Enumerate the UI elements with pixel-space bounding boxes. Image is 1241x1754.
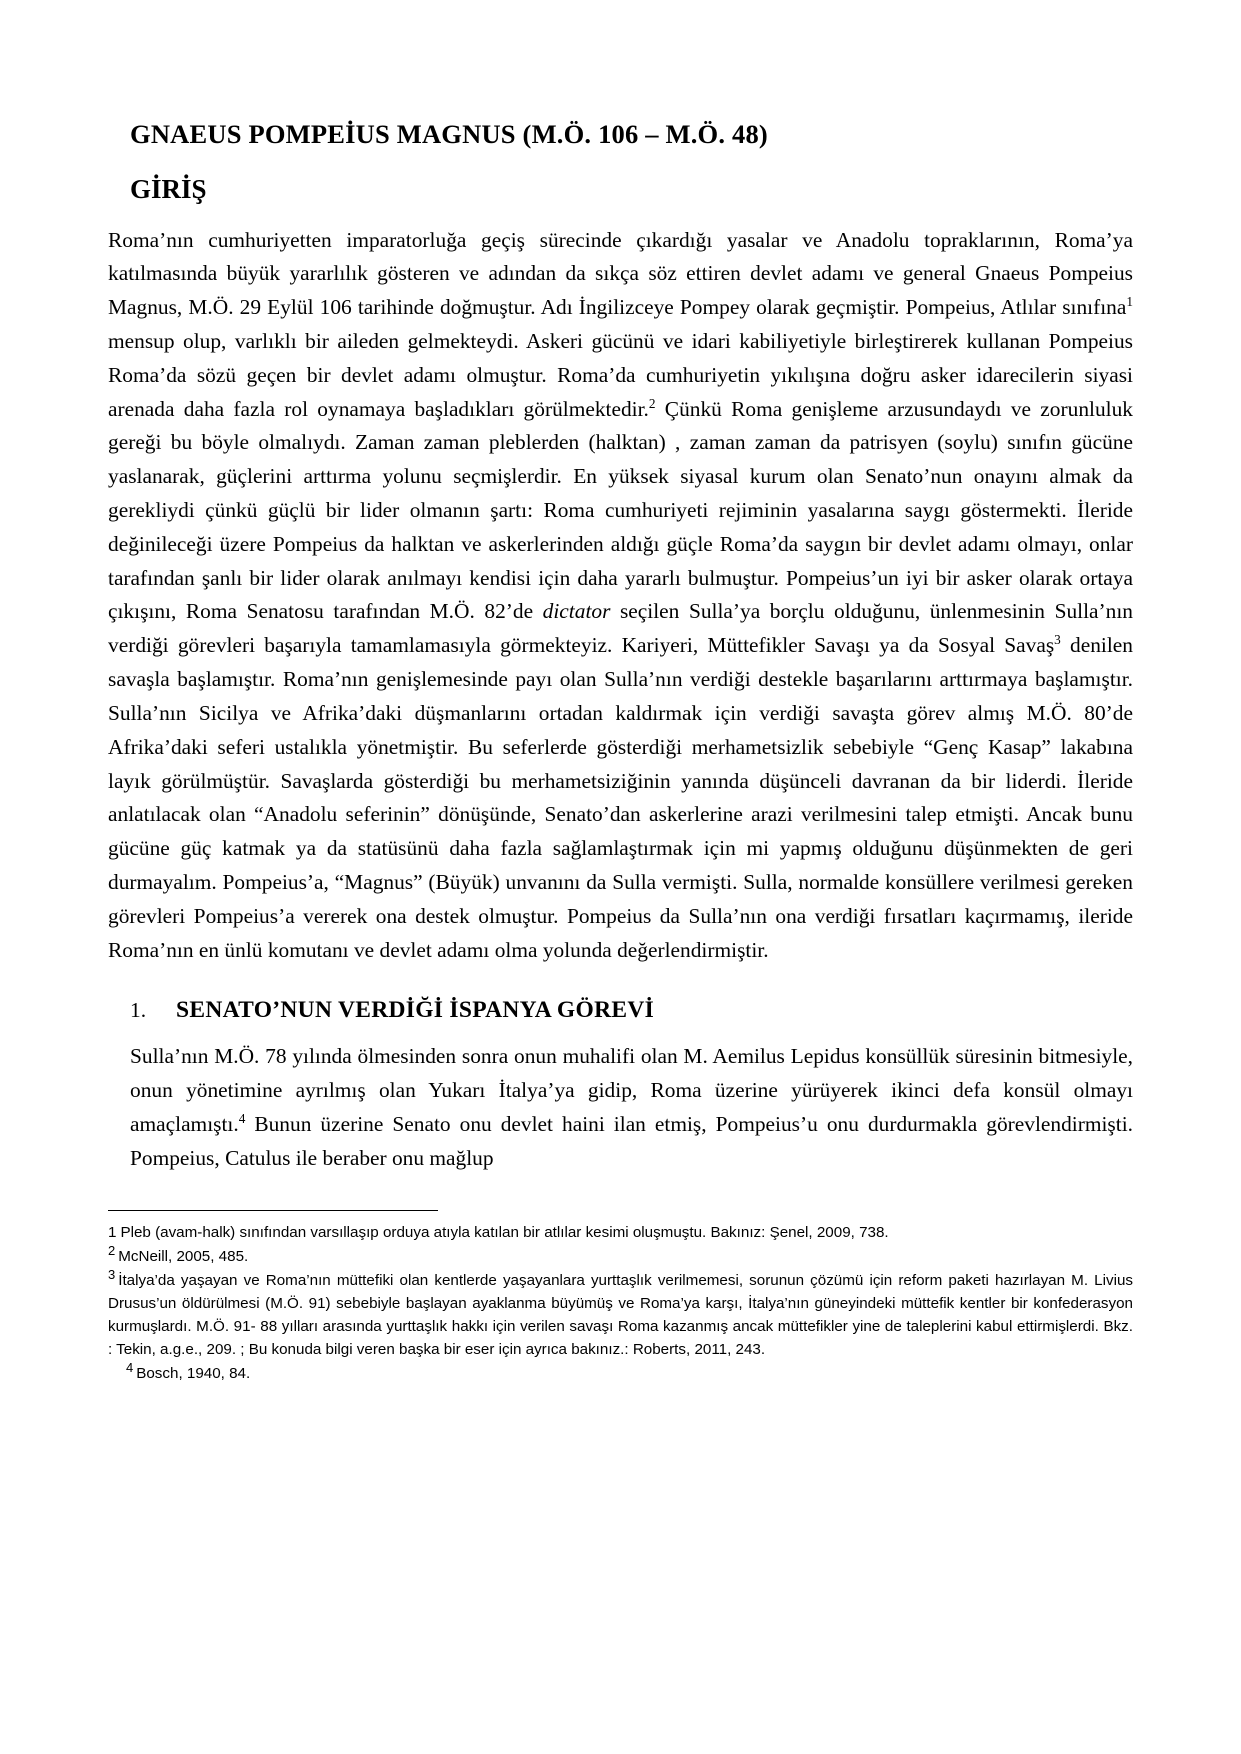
section-title: SENATO’NUN VERDİĞİ İSPANYA GÖREVİ	[176, 997, 655, 1024]
section-number: 1.	[130, 998, 147, 1023]
footnote-text: İtalya’da yaşayan ve Roma’nın müttefiki olan kentlerde yaşayanlara yurttaşlık verilmemesi, sorunun çözümü için reform paketi hazırlayan M. Livius Drusus’un öldürülmesi (M.Ö. 91) sebebiyle başlayan ayaklanma büyümüş ve Roma’ya karşı, İtalya’nın güneyindeki müttefik kentler bir konfederasyon kurmuşlardı. M.Ö. 91- 88 yılları arasında yurttaşlık hakkı için verilen savaşı Roma kazanmış ancak müttefikler yine de taleplerini kabul ettirmişlerdi. Bkz. : Tekin, a.g.e., 209. ; Bu konuda bilgi veren başka bir eser için ayrıca bakınız.: Roberts, 2011, 243.	[108, 1271, 1133, 1359]
footnote-item	[108, 1242, 1133, 1268]
footnote-ref-3[interactable]: 3	[1054, 632, 1061, 648]
latin-term-dictator: dictator	[542, 599, 611, 624]
intro-text-part-1: Roma’nın cumhuriyetten imparatorluğa geçiş sürecinde çıkardığı yasalar ve Anadolu topraklarının, Roma’ya katılmasında büyük yararlılık gösteren ve adından da sıkça söz ettiren devlet adamı ve general Gnaeus Pompeius Magnus, M.Ö. 29 Eylül 106 tarihinde doğmuştur. Adı İngilizceye Pompey olarak geçmiştir. Pompeius, Atlılar sınıfına	[108, 227, 1133, 320]
page-title: GNAEUS POMPEİUS MAGNUS (M.Ö. 106 – M.Ö. 48)	[130, 119, 768, 149]
footnote-area	[108, 1210, 1133, 1386]
intro-paragraph	[108, 224, 1133, 968]
footnote-marker: 2	[108, 1242, 116, 1258]
footnote-text: Bosch, 1940, 84.	[136, 1365, 251, 1383]
intro-text-part-2: mensup olup, varlıklı bir aileden gelmekteydi. Askeri gücünü ve idari kabiliyetiyle birleştirerek kullanan Pompeius Roma’da sözü geçen bir devlet adamı olmuştur. Roma’da cumhuriyetin yıkılışına doğru asker idarecilerin siyasi arenada daha fazla rol oynamaya başladıkları görülmektedir.	[108, 328, 1133, 421]
footnote-text: McNeill, 2005, 485.	[118, 1247, 249, 1265]
footnote-item	[108, 1266, 1133, 1361]
footnote-ref-2[interactable]: 2	[648, 395, 656, 411]
intro-heading: GİRİŞ	[130, 174, 207, 205]
footnote-marker: 3	[108, 1266, 116, 1282]
section-text-part-1: Sulla’nın M.Ö. 78 yılında ölmesinden sonra onun muhalifi olan M. Aemilus Lepidus konsüllük süresinin bitmesiyle, onun yönetimine ayrılmış olan Yukarı İtalya’ya gidip, Roma üzerine yürüyerek ikinci defa konsül olmayı amaçlamıştı.	[130, 1044, 1133, 1137]
intro-text-part-4: seçilen Sulla’ya borçlu olduğunu, ünlenmesinin Sulla’nın verdiği görevleri başarıyla tamamlamasıyla görmekteyiz. Kariyeri, Müttefikler Savaşı ya da Sosyal Savaş	[108, 599, 1133, 658]
intro-text-part-3: Çünkü Roma genişleme arzusundaydı ve zorunluluk gereği bu böyle olmalıydı. Zaman zaman pleblerden (halktan) , zaman zaman da patrisyen (soylu) sınıfın gücüne yaslanarak, güçlerini arttırma yolunu seçmişlerdir. En yüksek siyasal kurum olan Senato’nun onayını almak da gerekliydi çünkü güçlü bir lider olmanın şartı: Roma cumhuriyeti rejiminin yasalarına saygı göstermekti. İleride değinileceği üzere Pompeius da halktan ve askerlerinden aldığı güçle Roma’da saygın bir devlet adamı olmayı, onlar tarafından şanlı bir lider olarak anılmayı kendisi için daha yararlı bulmuştur. Pompeius’un iyi bir asker olarak ortaya çıkışını, Roma Senatosu tarafından M.Ö. 82’de	[108, 396, 1133, 624]
footnote-marker: 4	[126, 1360, 134, 1376]
footnote-list	[108, 1221, 1133, 1386]
footnote-text: Pleb (avam-halk) sınıfından varsıllaşıp orduya atıyla katılan bir atlılar kesimi oluşmuştu. Bakınız: Şenel, 2009, 738.	[120, 1223, 889, 1241]
footnote-ref-1[interactable]: 1	[1126, 294, 1133, 310]
section-text-part-2: Bunun üzerine Senato onu devlet haini ilan etmiş, Pompeius’u onu durdurmakla görevlendirmişti. Pompeius, Catulus ile beraber onu mağlup	[130, 1112, 1133, 1170]
footnote-ref-4[interactable]: 4	[238, 1110, 246, 1126]
footnote-item	[108, 1362, 1133, 1385]
footnote-separator	[108, 1210, 438, 1211]
footnote-marker: 1	[108, 1223, 117, 1241]
intro-text-part-5: denilen savaşla başlamıştır. Roma’nın genişlemesinde payı olan Sulla’nın verdiği destekle başarılarını arttırmaya başlamıştır. Sulla’nın Sicilya ve Afrika’daki düşmanlarını ortadan kaldırmak için verdiği savaşta görev almış M.Ö. 80’de Afrika’daki seferi ustalıkla yönetmiştir. Bu seferlerde gösterdiği merhametsizlik sebebiyle “Genç Kasap” lakabına layık görülmüştür. Savaşlarda gösterdiği bu merhametsiziğinin yanında düşünceli davranan da bir liderdi. İleride anlatılacak olan “Anadolu seferinin” dönüşünde, Senato’dan askerlerine arazi verilmesini talep etmişti. Ancak bunu gücüne güç katmak ya da statüsünü daha fazla sağlamlaştırmak için mi yapmış olduğunu düşünmekten de geri durmayalım. Pompeius’a, “Magnus” (Büyük) unvanını da Sulla vermişti. Sulla, normalde konsüllere verilmesi gereken görevleri Pompeius’a vererek ona destek olmuştur. Pompeius da Sulla’nın ona verdiği fırsatları kaçırmamış, ileride Roma’nın en ünlü komutanı ve devlet adamı olma yolunda değerlendirmiştir.	[108, 633, 1133, 962]
section-paragraph	[130, 1040, 1133, 1175]
section-heading-ispanya	[108, 997, 1133, 1024]
footnote-item	[108, 1221, 1133, 1244]
